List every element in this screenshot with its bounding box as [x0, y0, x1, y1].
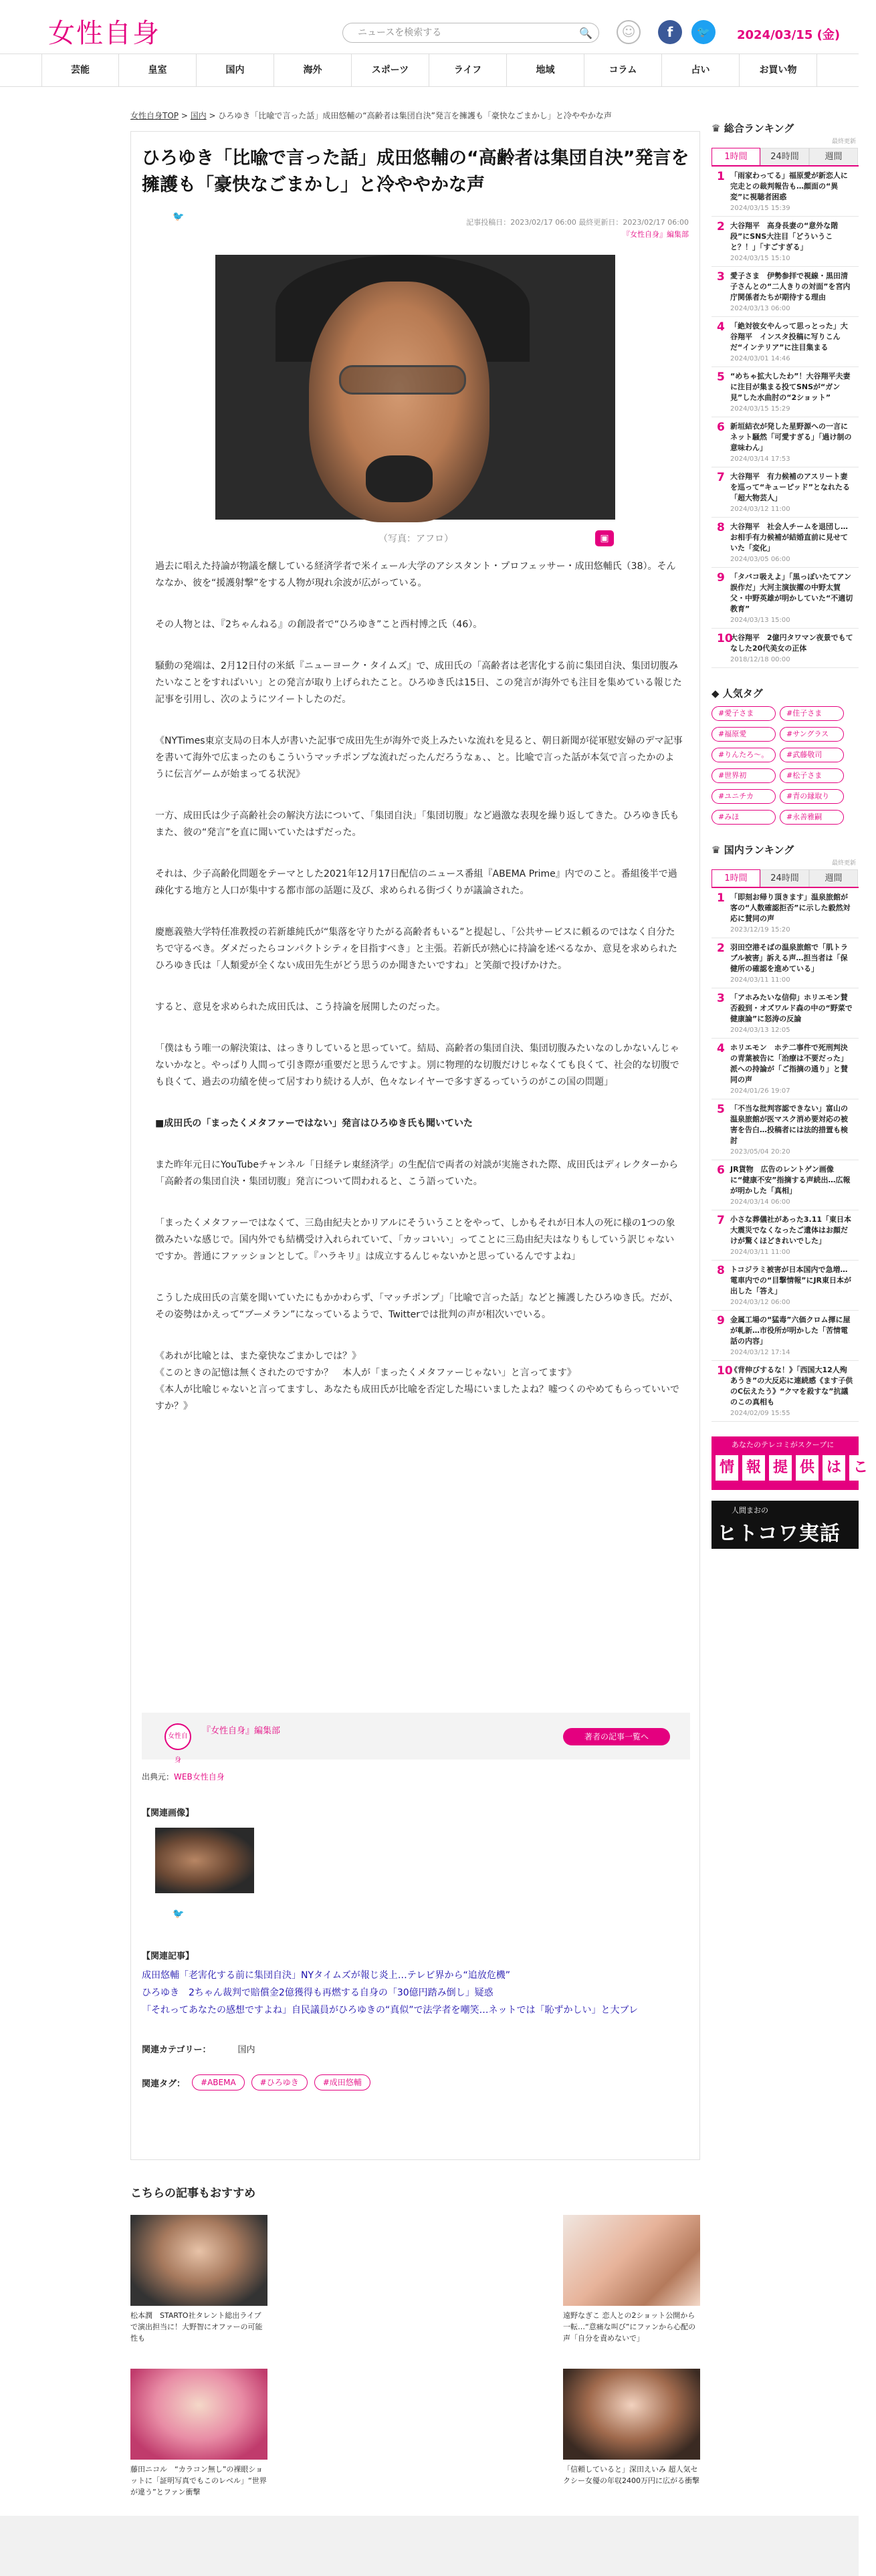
ad-letter: こ — [849, 1455, 872, 1481]
ranking-date: 2023/12/19 15:20 — [730, 926, 790, 934]
ranking-date: 2024/03/13 12:05 — [730, 1027, 790, 1034]
ranking-item[interactable] — [711, 518, 859, 568]
related-article-link[interactable]: ひろゆき 2ちゃん裁判で賠償金2億獲得も再燃する自身の「30億円踏み倒し」疑惑 — [142, 1988, 494, 1998]
article-paragraph: それは、少子高齢化問題をテーマとした2021年12月17日配信のニュース番組『ABEMA Prime』内でのこと。番組後半で過疎化する地方と人口が集中する都市部の話題に及び、求められる街づくりが議論された。 — [155, 869, 677, 896]
breadcrumb-category[interactable]: 国内 — [190, 111, 207, 120]
tag-chip[interactable]: #ユニチカ — [711, 789, 776, 804]
tags-heading — [711, 685, 859, 702]
tag-chip[interactable]: #青の縁取り — [780, 789, 844, 804]
ad-letter: 報 — [742, 1455, 765, 1481]
article-paragraph: 過去に唱えた持論が物議を醸している経済学者で米イェール大学のアシスタント・プロフェッサー・成田悠輔氏（38）。そんななか、彼を“援護射撃”をする人物が現れ余波が広がっている。 — [155, 561, 676, 588]
ranking-item[interactable] — [711, 417, 859, 467]
nav-item[interactable]: コラム — [584, 54, 662, 86]
ranking-item[interactable] — [711, 317, 859, 367]
domestic-ranking-updated: 最終更新 — [831, 860, 856, 867]
article-paragraph: 《あれが比喩とは、また豪快なごまかしでは？》 《このときの記憶は無くされたのですか？ 本人が「まったくメタファーじゃない」と言ってます》 《本人が比喩じゃないと言ってますし、あなたも成田氏が比喩を否定した場にいましたよね？嘘つくのやめてもらっていいですか？》 — [155, 1351, 679, 1412]
ranking-date: 2024/03/11 11:00 — [730, 976, 790, 984]
ad-top-text: あなたのテレコミがスクープに — [732, 1440, 835, 1449]
facebook-share-icon[interactable]: f — [149, 210, 154, 223]
ranking-item[interactable] — [711, 1361, 859, 1422]
author-articles-button[interactable]: 著者の記事一覧へ — [563, 1728, 670, 1745]
ranking-item[interactable] — [711, 267, 859, 317]
article-paragraph: 「まったくメタファーではなくて、三島由紀夫とかリアルにそういうことをやって、しかもそれが日本人の死に様の1つの象徴みたいな感じで。国内外でも結構受け入れられていて、「カッコいい」ってことに三島由紀夫はなりもしていう訳じゃないですか。普通にファッションとして。『ハラキリ』は成立するんじゃないかと思っているんですよね」 — [155, 1218, 675, 1262]
ranking-number: 9 — [717, 1314, 725, 1327]
ranking-date: 2024/02/09 15:55 — [730, 1410, 790, 1417]
category-row — [142, 2042, 255, 2055]
ranking-updated: 最終更新 — [831, 138, 856, 145]
ranking-date: 2024/03/12 17:14 — [730, 1349, 790, 1356]
ranking-date: 2024/03/11 11:00 — [730, 1249, 790, 1256]
recommend-caption[interactable]: 藤田ニコル “カラコン無し”の裸眼ショットに「証明写真でもこのレベル」“世界が違う”とファン衝撃 — [130, 2465, 267, 2496]
article-paragraph: 一方、成田氏は少子高齢社会の解決方法について、「集団自決」「集団切腹」など過激な表現を繰り返してきた。ひろゆき氏もまた、彼の“発言”を直に聞いていたはずだった。 — [155, 811, 679, 838]
related-images-heading: 【関連画像】 — [142, 1808, 195, 1818]
ranking-item[interactable] — [711, 888, 859, 938]
ranking-item[interactable] — [711, 1039, 859, 1099]
tag-chip[interactable]: #成田悠輔 — [314, 2074, 370, 2090]
ranking-number: 1 — [717, 891, 725, 905]
recommend-heading: こちらの記事もおすすめ — [130, 2187, 256, 2200]
author-box — [142, 1713, 690, 1764]
article-paragraph: また昨年元日にYouTubeチャンネル「日経テレ東経済学」の生配信で両者の対談が実施された際、成田氏はディレクターから「高齢者の集団自決・集団切腹」発言について問われると、こう語っていた。 — [155, 1160, 679, 1187]
tag-icon: ◆ — [711, 687, 720, 700]
ranking-number: 8 — [717, 521, 725, 534]
sidebar — [711, 120, 868, 1549]
ranking-title[interactable]: 「絶対彼女やんって思っとった」大谷翔平 インスタ投稿に写りこんだ“インテリア”に注目集まる — [730, 322, 848, 352]
photo-caption: （写真：アフロ） — [378, 534, 453, 544]
header-date: 2024/03/15 (金) — [737, 28, 841, 42]
ranking-title[interactable]: 「即刻お帰り頂きます」温泉旅館が客の“人数確認拒否”に示した毅然対応に賛同の声 — [730, 893, 851, 923]
article-paragraph: 騒動の発端は、2月12日付の米紙『ニューヨーク・タイムズ』で、成田氏の「高齢者は老害化する前に集団自決、集団切腹みたいなことをすればいい」との発言が取り上げられたこと。ひろゆき氏は15日、この発言が海外でも注目を集めている報じた記事を引用し、次のようにツイートしたのだ。 — [155, 661, 682, 705]
nav-item[interactable]: 海外 — [274, 54, 352, 86]
ranking-item[interactable] — [711, 1261, 859, 1311]
related-articles-heading: 【関連記事】 — [142, 1951, 195, 1961]
recommend-card[interactable] — [130, 2369, 267, 2498]
ranking-item[interactable] — [711, 1160, 859, 1210]
tag-chip[interactable]: #松子さま — [780, 768, 844, 783]
ranking-date: 2024/03/15 15:10 — [730, 255, 790, 262]
ranking-item[interactable] — [711, 1099, 859, 1160]
tag-cloud — [711, 702, 859, 831]
tag-chip[interactable]: #永善雅嗣 — [780, 810, 844, 825]
ranking-title[interactable]: 大谷翔平 高身長妻の“意外な階段”にSNS大注目「どういうこと？！」「すごすぎる」 — [730, 221, 839, 251]
ranking-date: 2024/01/26 19:07 — [730, 1087, 790, 1095]
tab-weekly[interactable]: 週間 — [809, 869, 858, 887]
tag-chip[interactable]: #福原愛 — [711, 727, 776, 742]
tab-1hour[interactable]: 1時間 — [711, 869, 760, 887]
ranking-item[interactable] — [711, 467, 859, 518]
ranking-title[interactable]: 新垣結衣が発した星野源への一言にネット騒然「可愛すぎる」「過け制の意味わん」 — [730, 422, 852, 452]
ranking-title[interactable]: “めちゃ拡大したわ”！大谷翔平夫妻に注目が集まる投てSNSが“ガン見”した水曲肘の“2ショット” — [730, 372, 851, 402]
site-logo[interactable]: 女性自身 — [48, 18, 160, 49]
ad-title: ヒトコワ実話 — [717, 1522, 841, 1545]
recommend-card[interactable] — [563, 2369, 700, 2486]
ranking-number: 7 — [717, 471, 725, 484]
main-nav — [0, 53, 859, 87]
ranking-date: 2024/03/14 06:00 — [730, 1198, 790, 1206]
related-articles-list — [142, 1967, 690, 2019]
nav-item[interactable]: 芸能 — [41, 54, 119, 86]
ranking-number: 2 — [717, 220, 725, 233]
ranking-date: 2024/03/13 06:00 — [730, 305, 790, 312]
article-body — [155, 558, 683, 1440]
nav-item[interactable]: ライフ — [429, 54, 507, 86]
article-paragraph: 《NYTimes東京支局の日本人が書いた記事で成田先生が海外で炎上みたいな流れを見ると、朝日新聞が従軍慰安婦のデマ記事を書いて海外で広まったのもこういうマッチポンプな流れだったんだろうなぁ、、と。比喩で言った話が本気で言ったかのように伝言ゲームが始まってる状況》 — [155, 736, 683, 780]
breadcrumb-sep: > — [179, 111, 191, 120]
breadcrumb-home[interactable]: 女性自身TOP — [130, 111, 179, 120]
ranking-number: 5 — [717, 1103, 725, 1116]
ranking-item[interactable] — [711, 367, 859, 417]
photo-beard-shape — [366, 455, 433, 502]
domestic-ranking-list — [711, 888, 859, 1422]
ranking-title[interactable]: 金属工場の“猛毒”六価クロム揮に屋が軋新…市役所が明かした「苦情電話の内容」 — [730, 1315, 851, 1346]
ranking-item[interactable] — [711, 217, 859, 267]
author-name[interactable]: 『女性自身』編集部 — [202, 1726, 281, 1736]
tab-weekly[interactable]: 週間 — [809, 148, 858, 165]
ranking-date: 2024/03/13 15:00 — [730, 617, 790, 624]
tags-title: 人気タグ — [722, 687, 763, 700]
tag-chip[interactable]: #サングラス — [780, 727, 844, 742]
photo-glasses-shape — [339, 365, 466, 395]
ranking-title[interactable]: 「雨家わってる」福原愛が新恋人に完走との裁判報告も…顔面の“異変”に視聴者困惑 — [730, 171, 848, 201]
ranking-number: 5 — [717, 370, 725, 384]
source-label: 出典元： — [142, 1772, 175, 1782]
ranking-item[interactable] — [711, 938, 859, 988]
nav-item[interactable]: 占い — [662, 54, 740, 86]
ranking-number: 1 — [717, 170, 725, 183]
recommend-caption[interactable]: 「信頼していると」深田えいみ 超人気セクシー女優の年収2400万円に広がる衝撃 — [563, 2465, 699, 2485]
ranking-title[interactable]: ホリエモン ホテ二事件で死刑判決の青葉被告に「治療は不要だった」派への持論が「ご指摘の通り」と賛同の声 — [730, 1043, 848, 1084]
ranking-number: 10 — [717, 632, 733, 645]
ranking-number: 4 — [717, 1042, 725, 1055]
domestic-ranking-heading — [711, 842, 859, 858]
camera-icon[interactable]: ▣ — [595, 530, 614, 546]
twitter-share-icon[interactable]: 🐦 — [173, 211, 185, 222]
ranking-title[interactable]: 大谷翔平 2億円タワマン夜景でもてなした20代美女の正体 — [730, 633, 853, 653]
ranking-date: 2024/03/15 15:39 — [730, 205, 790, 212]
ranking-date: 2024/03/12 11:00 — [730, 506, 790, 513]
ranking-title[interactable]: 大谷翔平 有力候補のアスリート妻を巡って“キューピッド”となれたる「超大物芸人」 — [730, 472, 851, 502]
ranking-item[interactable] — [711, 568, 859, 629]
recommend-caption[interactable]: 松本潤 STARTO社タレント総出ライブで演出担当に！大野智にオファーの可能性も — [130, 2311, 263, 2343]
article-paragraph: その人物とは、『2ちゃんねる』の創設者で“ひろゆき”こと西村博之氏（46）。 — [155, 619, 483, 630]
breadcrumb-sep: > — [206, 111, 219, 120]
ad-letter: 供 — [796, 1455, 818, 1481]
category-link[interactable]: 国内 — [237, 2045, 255, 2055]
article-photo — [215, 255, 615, 520]
user-icon[interactable]: ☺ — [617, 20, 641, 44]
ranking-number: 9 — [717, 571, 725, 584]
tag-chip[interactable]: #世界初 — [711, 768, 776, 783]
recommend-image[interactable] — [130, 2215, 267, 2306]
ranking-title[interactable]: JR貨物 広告のレントゲン画像に“健康不安”指摘する声続出…広報が明かした「真相」 — [730, 1165, 851, 1195]
ranking-number: 8 — [717, 1264, 725, 1277]
tags-label: 関連タグ： — [142, 2078, 186, 2089]
related-article-link[interactable]: 成田悠輔「老害化する前に集団自決」NYタイムズが報じ炎上…テレビ界から“追放危機” — [142, 1970, 510, 1981]
article-source — [142, 1771, 225, 1782]
ranking-date: 2018/12/18 00:00 — [730, 656, 790, 663]
recommend-caption[interactable]: 遠野なぎこ 恋人との2ショット公開から一転…“意痛な叫び”にファンから心配の声「自分を責めないで」 — [563, 2311, 696, 2343]
ranking-title[interactable]: 大谷翔平 社会人チームを退団し…お相手有力候補が結婚直前に見せていた「変化」 — [730, 522, 848, 552]
tag-chip[interactable]: #愛子さま — [711, 706, 776, 721]
breadcrumb-current: ひろゆき「比喩で言った話」成田悠輔の“高齢者は集団自決”発言を擁護も「豪快なごまかし」と冷ややかな声 — [218, 111, 612, 120]
recommend-card[interactable] — [130, 2215, 267, 2344]
ranking-tabs — [711, 148, 859, 167]
breadcrumb — [130, 110, 612, 121]
ranking-title[interactable]: 羽田空港そばの温泉旅館で「肌トラブル被害」訴える声…担当者は「保健所の確認を進めている」 — [730, 943, 848, 973]
search-icon[interactable]: 🔍 — [579, 27, 592, 39]
ranking-title[interactable]: 「アホみたいな信仰」ホリエモン賛否殺到・オズワルド森の中の“野菜で健康論”に怒涛の反論 — [730, 993, 853, 1023]
ranking-item[interactable] — [711, 1311, 859, 1361]
ranking-item[interactable] — [711, 988, 859, 1039]
ranking-item[interactable] — [711, 167, 859, 217]
tag-chip[interactable]: #みほ — [711, 810, 776, 825]
related-image-thumbnail[interactable] — [155, 1828, 254, 1893]
article-dates: 記事投稿日：2023/02/17 06:00 最終更新日：2023/02/17 06:00 — [466, 218, 689, 227]
article-paragraph: 「僕はもう唯一の解決策は、はっきりしていると思っていて。結局、高齢者の集団自決、集団切腹みたいなのしかないんじゃないかなと。やっぱり人間って引き際が重要だと思うんですよ。別に物理的な切腹だけじゃなくても良くて、社会的な切腹でも良くて、過去の功績を使って居すわり続ける人が、色々なレイヤーで多すぎるっていうのがこの国の問題」 — [155, 1043, 679, 1087]
facebook-share-icon[interactable]: f — [149, 1907, 154, 1921]
ranking-heading — [711, 120, 859, 136]
related-article-link[interactable]: 「それってあなたの感想ですよね」自民議員がひろゆきの“真似”で法学者を嘲笑…ネットでは「恥ずかしい」と大ブレ — [142, 2005, 638, 2016]
ranking-list — [711, 167, 859, 668]
nav-item[interactable]: 皇室 — [119, 54, 197, 86]
twitter-icon[interactable]: 🐦 — [691, 20, 716, 44]
author-logo: 女性自身 — [165, 1723, 191, 1750]
ranking-title[interactable]: トコジラミ被害が日本国内で急増…電車内での“目撃情報”にJR東日本が出した「答え」 — [730, 1265, 852, 1295]
ranking-title[interactable]: 愛子さま 伊勢参拝で視線・黒田清子さんとの“二人きりの対面”を宮内庁関係者たちが期待する理由 — [730, 272, 851, 302]
tag-chip[interactable]: #ABEMA — [192, 2074, 245, 2090]
recommend-image[interactable] — [563, 2369, 700, 2460]
nav-item[interactable]: 地域 — [507, 54, 584, 86]
ranking-date: 2024/03/15 15:29 — [730, 405, 790, 413]
ad-letter: は — [823, 1455, 845, 1481]
nav-item[interactable]: お買い物 — [740, 54, 817, 86]
ranking-number: 3 — [717, 270, 725, 284]
nav-item[interactable]: 国内 — [197, 54, 274, 86]
ranking-number: 6 — [717, 1164, 725, 1177]
tab-24hour[interactable]: 24時間 — [760, 869, 809, 887]
site-header — [0, 0, 859, 53]
tab-1hour[interactable]: 1時間 — [711, 148, 760, 165]
recommend-image[interactable] — [130, 2369, 267, 2460]
twitter-share-icon[interactable]: 🐦 — [173, 1909, 185, 1919]
ranking-date: 2023/05/04 20:20 — [730, 1148, 790, 1156]
ranking-number: 6 — [717, 421, 725, 434]
nav-item[interactable]: スポーツ — [352, 54, 429, 86]
recommend-image[interactable] — [563, 2215, 700, 2306]
category-label: 関連カテゴリー： — [142, 2045, 211, 2055]
ranking-title[interactable]: 「不当な批判容認できない」富山の温泉旅館が医マスク消め要対応の被害を告白…投稿者には法的措置も検討 — [730, 1104, 848, 1145]
tag-chip[interactable]: #武藤敬司 — [780, 748, 844, 762]
article-container — [130, 131, 700, 2160]
article-title: ひろゆき「比喩で言った話」成田悠輔の“高齢者は集団自決”発言を擁護も「豪快なごまかし」と冷ややかな声 — [142, 148, 689, 195]
ranking-number: 10 — [717, 1364, 733, 1378]
ranking-item[interactable] — [711, 1210, 859, 1261]
ranking-number: 7 — [717, 1214, 725, 1227]
domestic-ranking-tabs — [711, 869, 859, 888]
tag-chip[interactable]: #佳子さま — [780, 706, 844, 721]
ranking-title[interactable]: 《背伸びするな！》「西国大12人殉あうき”の大反応に連続感《ます子供のC伝えたう》“クマを殺すな”抗議のこの真相も — [730, 1366, 853, 1406]
article-subheading: ■成田氏の「まったくメタファーではない」発言はひろゆき氏も聞いていた — [155, 1118, 473, 1129]
ranking-title: 総合ランキング — [724, 122, 794, 134]
ranking-date: 2024/03/05 06:00 — [730, 556, 790, 563]
ranking-number: 2 — [717, 942, 725, 955]
ranking-date: 2024/03/14 17:53 — [730, 455, 790, 463]
crown-icon: ♛ — [711, 844, 721, 856]
ranking-number: 4 — [717, 320, 725, 334]
tag-chip[interactable]: #ひろゆき — [251, 2074, 308, 2090]
tab-24hour[interactable]: 24時間 — [760, 148, 809, 165]
article-paragraph: 慶應義塾大学特任准教授の若新雄純氏が“集落を守りたがる高齢者もいる”と提起し、「公共サービスに頼るのではなく自分たちで守るべき。ダメだったらコンパクトシティを目指すべき」と主張。若新氏が熱心に持論を述べるなか、意見を求められたひろゆき氏は「人類愛が全くない成田先生がどう思うのか聞きたいですね」と笑顔で投げかけた。 — [155, 927, 677, 971]
crown-icon: ♛ — [711, 122, 721, 134]
ranking-number: 3 — [717, 992, 725, 1005]
ranking-date: 2024/03/01 14:46 — [730, 355, 790, 362]
footer — [0, 2516, 859, 2576]
domestic-ranking-title: 国内ランキング — [724, 844, 794, 856]
article-paragraph: すると、意見を求められた成田氏は、こう持論を展開したのだった。 — [155, 1002, 445, 1012]
recommend-card[interactable] — [563, 2215, 700, 2344]
ranking-title[interactable]: 「タバコ吸えよ」「黒っぽいたてアン誤作だ」大河主演抜擢の中野太賀 父・中野英雄が明かしていた“不適切教育” — [730, 572, 853, 613]
tag-chip[interactable]: #りんたろ〜。 — [711, 748, 776, 762]
tag-row — [142, 2074, 370, 2090]
search-input[interactable]: ニュースを検索する — [342, 23, 599, 43]
ad-top-text: 人間まおの — [732, 1506, 768, 1515]
article-paragraph: こうした成田氏の言葉を聞いていたにもかかわらず、「マッチポンプ」「比喩で言った話」などと擁護したひろゆき氏。だが、その姿勢はかえって“ブーメラン”になっているようで、Twitterでは批判の声が相次いでいる。 — [155, 1293, 679, 1320]
ranking-date: 2024/03/12 06:00 — [730, 1299, 790, 1306]
ranking-title[interactable]: 小さな葬儀社があった3.11「東日本大震災でなくなったご遺体はお顔だけが驚くほどきれいでした」 — [730, 1215, 852, 1245]
facebook-icon[interactable]: f — [658, 20, 682, 44]
ad-letter: 提 — [769, 1455, 792, 1481]
scoop-ad-banner[interactable] — [711, 1436, 868, 1490]
article-editor[interactable]: 『女性自身』編集部 — [623, 230, 689, 239]
ad-letter: 情 — [716, 1455, 738, 1481]
ranking-item[interactable] — [711, 629, 859, 668]
ad-letters — [716, 1455, 876, 1481]
source-value[interactable]: WEB女性自身 — [174, 1772, 225, 1782]
horror-story-ad-banner[interactable] — [711, 1501, 859, 1549]
